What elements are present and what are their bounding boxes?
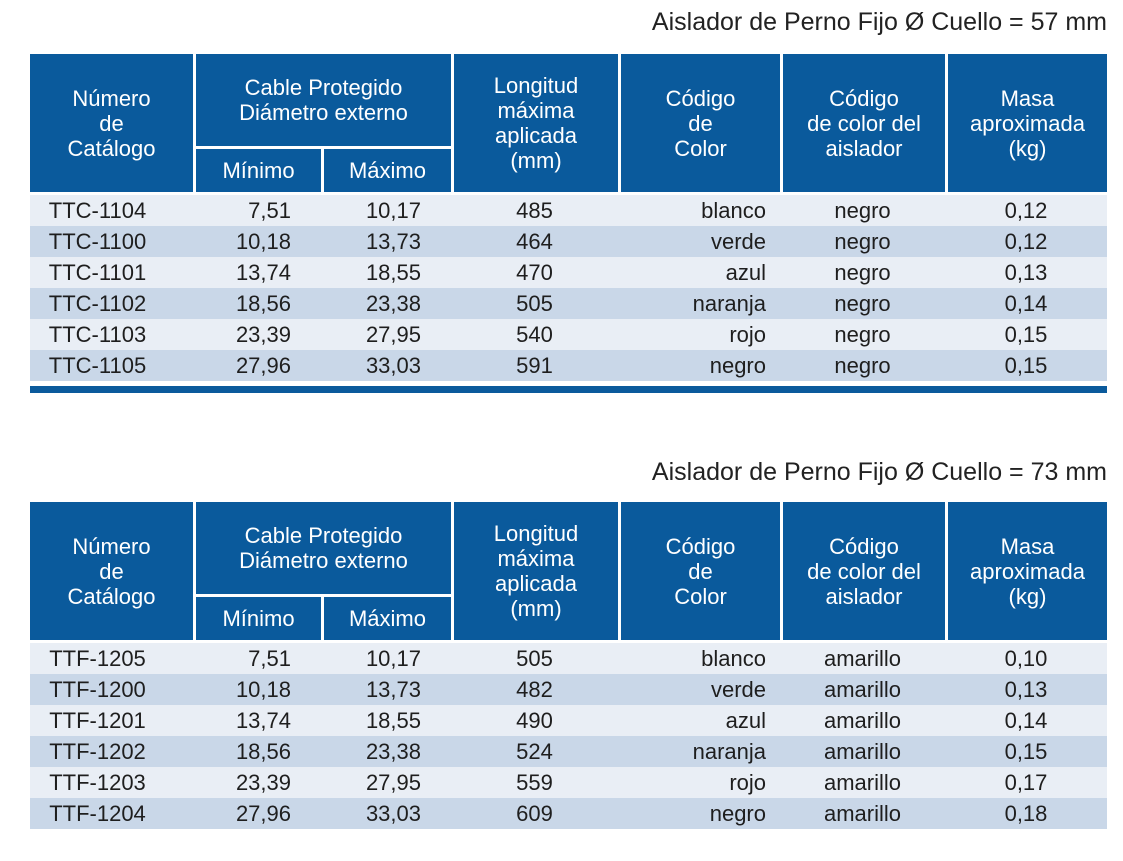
cell-insulator-color: negro xyxy=(780,350,945,381)
cell-diameter-max: 13,73 xyxy=(321,226,451,257)
cell-max-length: 490 xyxy=(451,705,618,736)
header-max: Máximo xyxy=(321,146,451,192)
cell-color-code: blanco xyxy=(618,643,780,674)
cell-insulator-color: negro xyxy=(780,288,945,319)
header-cable: Cable Protegido Diámetro externo xyxy=(193,502,451,594)
cell-approx-mass: 0,15 xyxy=(945,319,1107,350)
cell-insulator-color: amarillo xyxy=(780,798,945,829)
table-row xyxy=(30,643,1107,674)
cell-insulator-color: amarillo xyxy=(780,736,945,767)
header-color-code: Código de Color xyxy=(618,54,780,192)
cell-diameter-max: 27,95 xyxy=(321,319,451,350)
table-row xyxy=(30,798,1107,829)
cell-diameter-min: 23,39 xyxy=(193,767,321,798)
cell-max-length: 609 xyxy=(451,798,618,829)
table-row xyxy=(30,195,1107,226)
cell-diameter-max: 13,73 xyxy=(321,674,451,705)
cell-color-code: negro xyxy=(618,350,780,381)
cell-color-code: naranja xyxy=(618,288,780,319)
header-mass: Masa aproximada (kg) xyxy=(945,54,1107,192)
cell-max-length: 540 xyxy=(451,319,618,350)
cell-catalog-number: TTC-1100 xyxy=(30,226,193,257)
cell-catalog-number: TTF-1204 xyxy=(30,798,193,829)
table-row xyxy=(30,705,1107,736)
cell-diameter-min: 7,51 xyxy=(193,195,321,226)
cell-catalog-number: TTF-1200 xyxy=(30,674,193,705)
cell-insulator-color: negro xyxy=(780,319,945,350)
cell-color-code: naranja xyxy=(618,736,780,767)
cell-approx-mass: 0,14 xyxy=(945,288,1107,319)
cell-max-length: 505 xyxy=(451,288,618,319)
cell-approx-mass: 0,18 xyxy=(945,798,1107,829)
cell-color-code: rojo xyxy=(618,319,780,350)
cell-catalog-number: TTC-1103 xyxy=(30,319,193,350)
cell-max-length: 559 xyxy=(451,767,618,798)
table-row xyxy=(30,257,1107,288)
cell-insulator-color: amarillo xyxy=(780,705,945,736)
cell-insulator-color: amarillo xyxy=(780,643,945,674)
table-row xyxy=(30,319,1107,350)
cell-diameter-max: 10,17 xyxy=(321,195,451,226)
cell-catalog-number: TTC-1102 xyxy=(30,288,193,319)
cell-diameter-max: 23,38 xyxy=(321,288,451,319)
cell-approx-mass: 0,17 xyxy=(945,767,1107,798)
cell-approx-mass: 0,12 xyxy=(945,226,1107,257)
cell-max-length: 470 xyxy=(451,257,618,288)
header-mass: Masa aproximada (kg) xyxy=(945,502,1107,640)
cell-diameter-max: 23,38 xyxy=(321,736,451,767)
table-row xyxy=(30,226,1107,257)
cell-diameter-min: 18,56 xyxy=(193,736,321,767)
cell-diameter-max: 18,55 xyxy=(321,705,451,736)
cell-insulator-color: negro xyxy=(780,195,945,226)
cell-catalog-number: TTC-1101 xyxy=(30,257,193,288)
cell-diameter-max: 10,17 xyxy=(321,643,451,674)
cell-max-length: 505 xyxy=(451,643,618,674)
header-catalog: Número de Catálogo xyxy=(30,502,193,640)
cell-approx-mass: 0,14 xyxy=(945,705,1107,736)
header-length: Longitud máxima aplicada (mm) xyxy=(451,502,618,640)
table-row xyxy=(30,350,1107,381)
cell-diameter-min: 27,96 xyxy=(193,350,321,381)
cell-max-length: 524 xyxy=(451,736,618,767)
cell-insulator-color: amarillo xyxy=(780,767,945,798)
cell-diameter-max: 18,55 xyxy=(321,257,451,288)
cell-diameter-min: 10,18 xyxy=(193,226,321,257)
cell-insulator-color: amarillo xyxy=(780,674,945,705)
header-min: Mínimo xyxy=(193,594,321,640)
cell-catalog-number: TTF-1205 xyxy=(30,643,193,674)
cell-diameter-max: 33,03 xyxy=(321,350,451,381)
header-max: Máximo xyxy=(321,594,451,640)
header-catalog: Número de Catálogo xyxy=(30,54,193,192)
cell-color-code: blanco xyxy=(618,195,780,226)
cell-max-length: 482 xyxy=(451,674,618,705)
cell-approx-mass: 0,10 xyxy=(945,643,1107,674)
cell-diameter-max: 33,03 xyxy=(321,798,451,829)
cell-approx-mass: 0,15 xyxy=(945,736,1107,767)
cell-diameter-min: 13,74 xyxy=(193,705,321,736)
cell-max-length: 591 xyxy=(451,350,618,381)
cell-color-code: rojo xyxy=(618,767,780,798)
header-length: Longitud máxima aplicada (mm) xyxy=(451,54,618,192)
table-row xyxy=(30,288,1107,319)
cell-max-length: 464 xyxy=(451,226,618,257)
cell-diameter-min: 18,56 xyxy=(193,288,321,319)
table-bottom-bar xyxy=(30,386,1107,393)
section-title-57mm: Aislador de Perno Fijo Ø Cuello = 57 mm xyxy=(651,8,1107,36)
table-row xyxy=(30,736,1107,767)
cell-approx-mass: 0,13 xyxy=(945,257,1107,288)
header-cable: Cable Protegido Diámetro externo xyxy=(193,54,451,146)
table-row xyxy=(30,674,1107,705)
cell-diameter-min: 10,18 xyxy=(193,674,321,705)
cell-max-length: 485 xyxy=(451,195,618,226)
cell-diameter-min: 23,39 xyxy=(193,319,321,350)
cell-color-code: azul xyxy=(618,705,780,736)
cell-color-code: verde xyxy=(618,226,780,257)
cell-approx-mass: 0,13 xyxy=(945,674,1107,705)
cell-approx-mass: 0,15 xyxy=(945,350,1107,381)
header-min: Mínimo xyxy=(193,146,321,192)
cell-color-code: azul xyxy=(618,257,780,288)
cell-diameter-min: 13,74 xyxy=(193,257,321,288)
header-insulator-color: Código de color del aislador xyxy=(780,502,945,640)
cell-catalog-number: TTF-1203 xyxy=(30,767,193,798)
cell-color-code: negro xyxy=(618,798,780,829)
header-color-code: Código de Color xyxy=(618,502,780,640)
cell-insulator-color: negro xyxy=(780,257,945,288)
table-row xyxy=(30,767,1107,798)
cell-diameter-max: 27,95 xyxy=(321,767,451,798)
spec-table-73mm xyxy=(30,502,1107,829)
cell-catalog-number: TTC-1104 xyxy=(30,195,193,226)
table-body-73mm xyxy=(30,640,1107,829)
cell-catalog-number: TTF-1202 xyxy=(30,736,193,767)
spec-table-57mm xyxy=(30,54,1107,381)
cell-insulator-color: negro xyxy=(780,226,945,257)
table-body-57mm xyxy=(30,192,1107,381)
section-title-73mm: Aislador de Perno Fijo Ø Cuello = 73 mm xyxy=(651,458,1107,486)
cell-diameter-min: 27,96 xyxy=(193,798,321,829)
cell-approx-mass: 0,12 xyxy=(945,195,1107,226)
cell-catalog-number: TTC-1105 xyxy=(30,350,193,381)
header-insulator-color: Código de color del aislador xyxy=(780,54,945,192)
cell-color-code: verde xyxy=(618,674,780,705)
cell-diameter-min: 7,51 xyxy=(193,643,321,674)
cell-catalog-number: TTF-1201 xyxy=(30,705,193,736)
